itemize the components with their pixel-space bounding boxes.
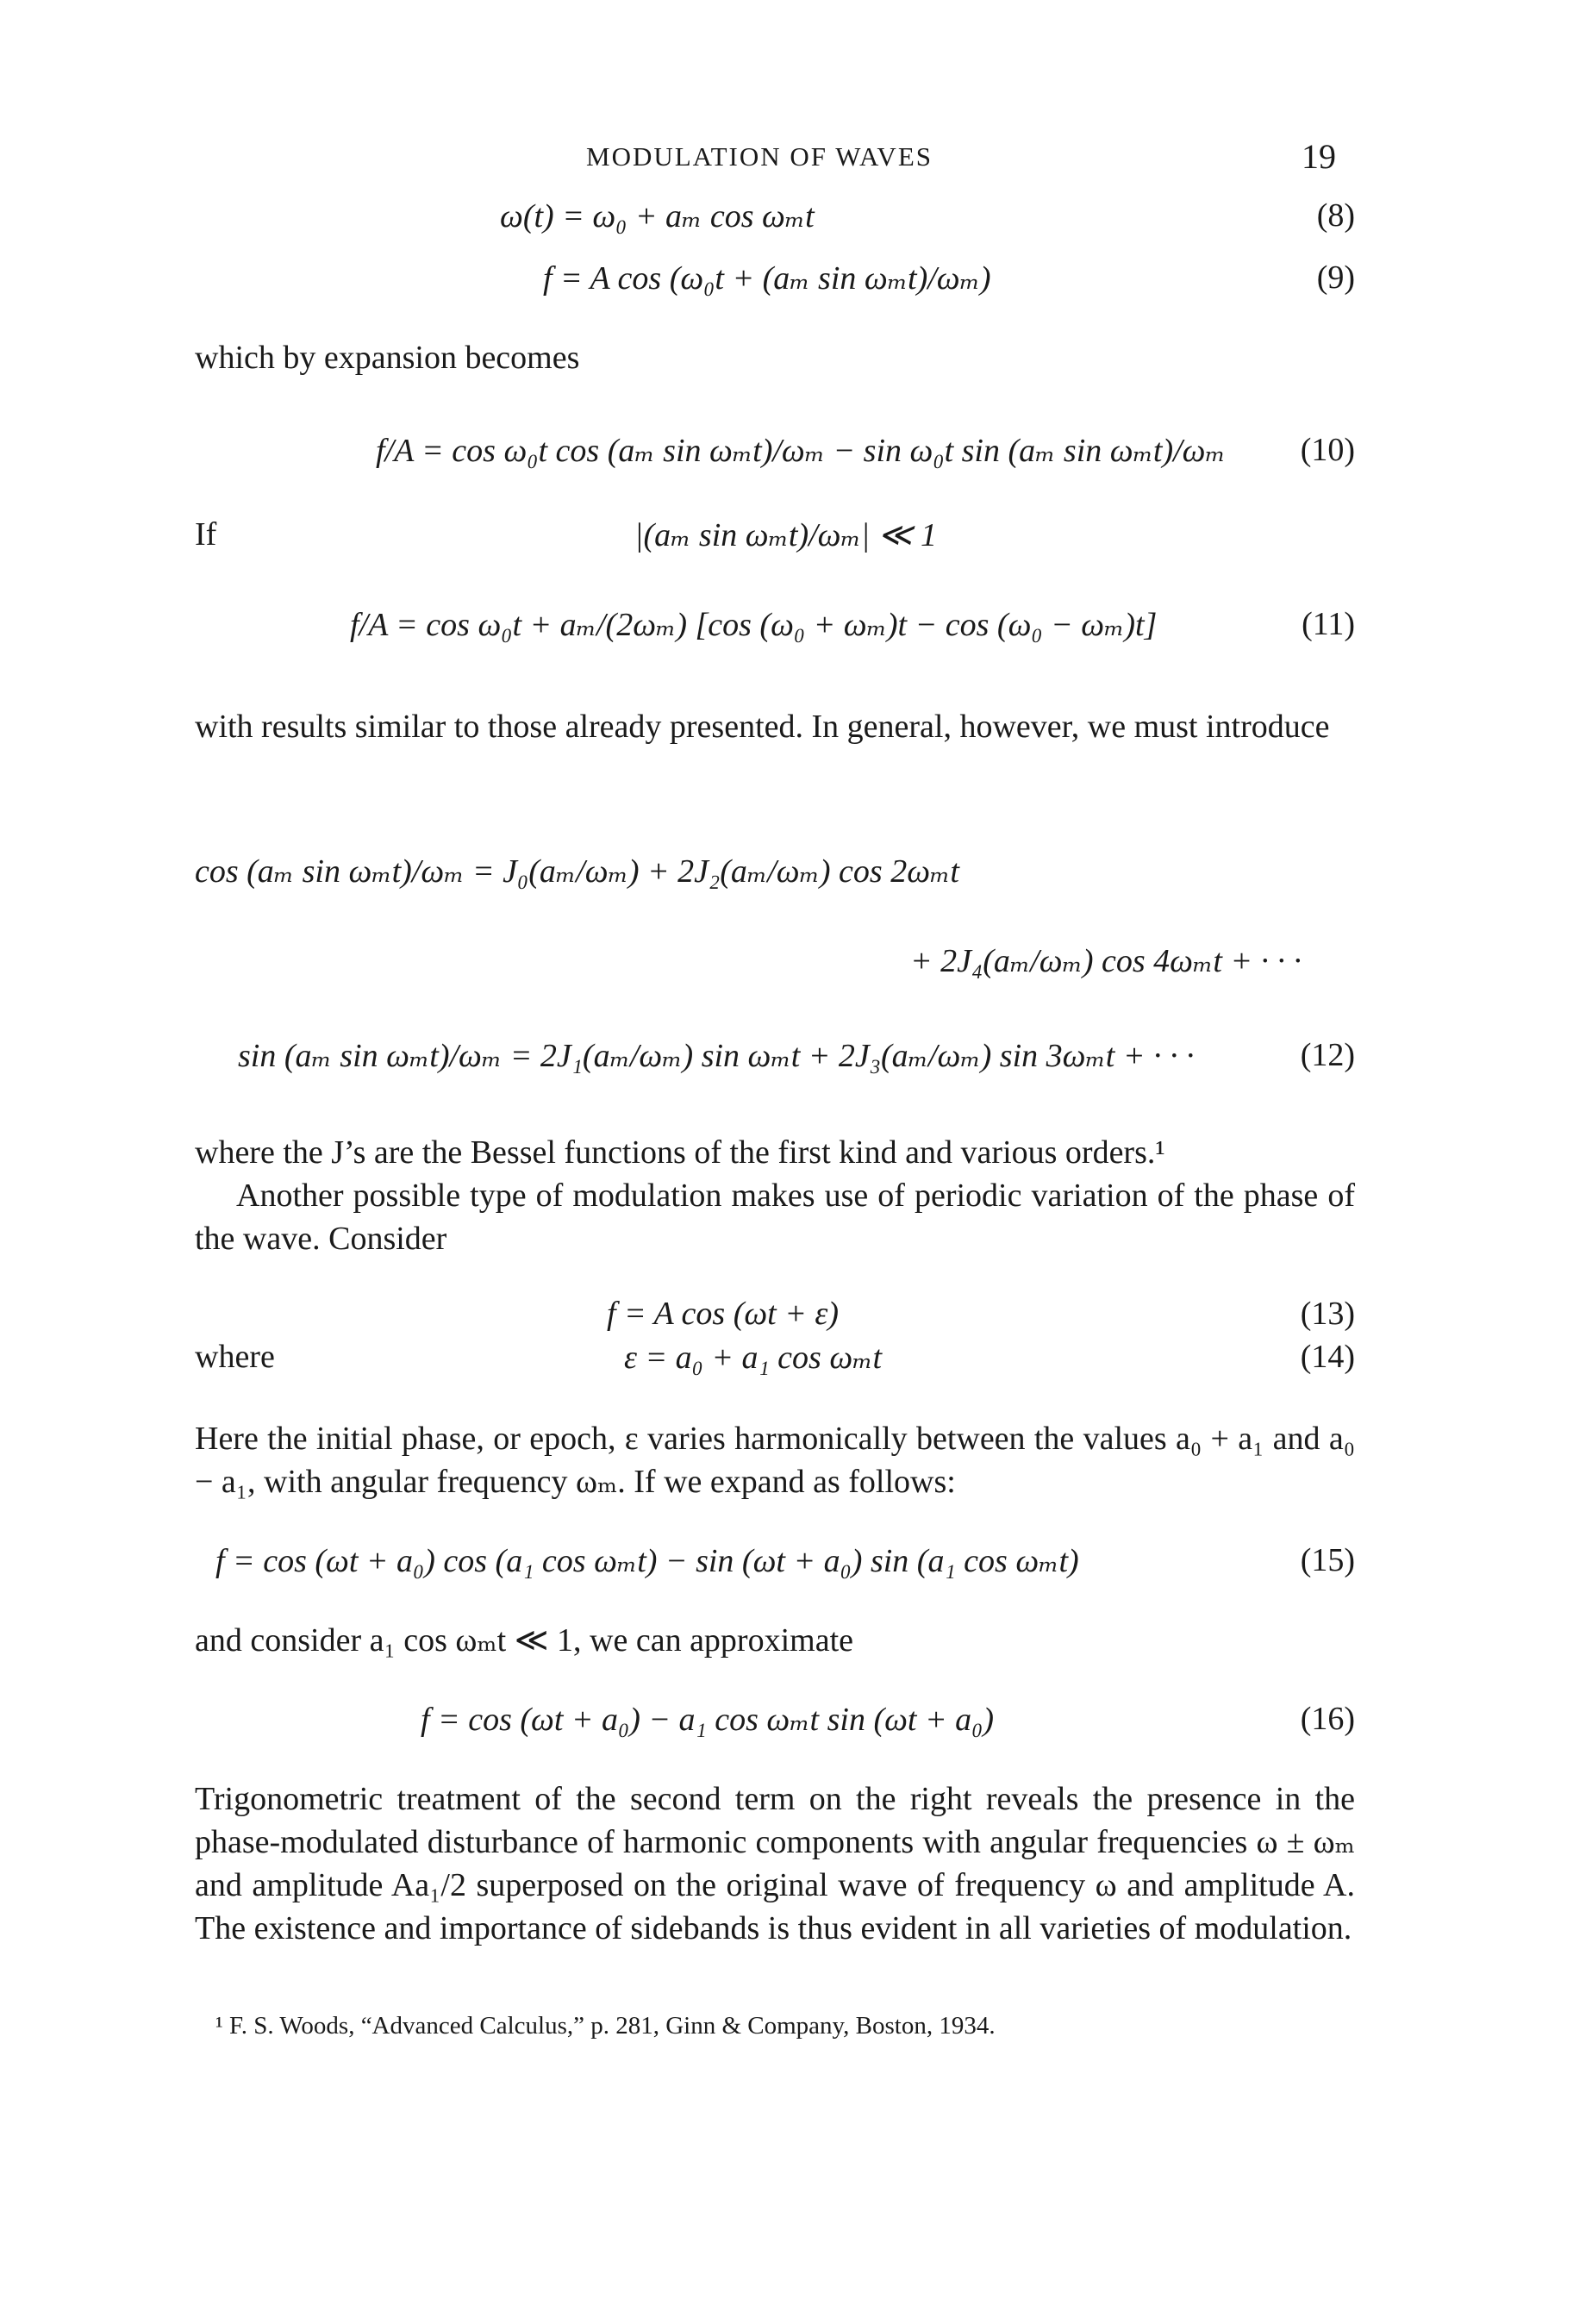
- equation-number: (12): [1300, 1037, 1355, 1073]
- equation-number: (10): [1300, 432, 1355, 468]
- equation-body: sin (aₘ sin ωₘt)/ωₘ = 2J₁(aₘ/ωₘ) sin ωₘt + 2J₃(aₘ/ωₘ) sin 3ωₘt + · · ·: [238, 1038, 1195, 1074]
- paragraph: and consider a₁ cos ωₘt ≪ 1, we can approximate: [195, 1622, 853, 1659]
- equation-number: (11): [1302, 606, 1355, 642]
- paragraph: Trigonometric treatment of the second term on the right reveals the presence in the phase-modulated disturbance of harmonic components with angular frequencies ω ± ωₘ and amplitude Aa₁/2 superposed on the original wave of frequency ω and amplitude A. The existence and importance of sidebands is thus evident in all varieties of modulation.: [195, 1781, 1355, 1946]
- footnote: ¹ F. S. Woods, “Advanced Calculus,” p. 281, Ginn & Company, Boston, 1934.: [215, 2012, 996, 2040]
- equation-15: [195, 1541, 1355, 1593]
- paragraph: where the J’s are the Bessel functions of the first kind and various orders.¹: [195, 1134, 1165, 1171]
- equation-body: f = A cos (ωt + ε): [607, 1296, 840, 1332]
- equation-label: where: [195, 1339, 275, 1375]
- condition-label: If: [195, 516, 217, 553]
- equation-body: + 2J₄(aₘ/ωₘ) cos 4ωₘt + · · ·: [910, 943, 1302, 979]
- equation-8: [195, 197, 1355, 248]
- equation-body: ε = a₀ + a₁ cos ωₘt: [624, 1340, 883, 1376]
- paragraph: with results similar to those already presented. In general, however, we must introduce: [195, 709, 1330, 745]
- equation-9: [195, 259, 1355, 310]
- paragraph: which by expansion becomes: [195, 340, 580, 376]
- equation-11: [195, 605, 1355, 657]
- equation-12-line-2: [195, 941, 1355, 993]
- equation-body: f/A = cos ω₀t + aₘ/(2ωₘ) [cos (ω₀ + ωₘ)t − cos (ω₀ − ωₘ)t]: [350, 607, 1158, 643]
- equation-number: (16): [1300, 1701, 1355, 1737]
- paragraph: Another possible type of modulation makes use of periodic variation of the phase of the wave. Consider: [195, 1178, 1355, 1257]
- equation-body: f = cos (ωt + a₀) − a₁ cos ωₘt sin (ωt + a₀): [421, 1702, 994, 1738]
- equation-10: [195, 431, 1355, 483]
- equation-12-line-1: [195, 852, 1355, 903]
- condition-line: [195, 515, 1355, 567]
- running-header: [0, 136, 1592, 179]
- equation-number: (14): [1300, 1339, 1355, 1375]
- equation-number: (13): [1300, 1296, 1355, 1332]
- equation-body: f = cos (ωt + a₀) cos (a₁ cos ωₘt) − sin (ωt + a₀) sin (a₁ cos ωₘt): [215, 1543, 1079, 1579]
- running-title: MODULATION OF WAVES: [586, 141, 933, 172]
- equation-number: (9): [1316, 259, 1355, 296]
- page-number: 19: [1302, 137, 1336, 176]
- equation-14: [195, 1338, 1355, 1390]
- equation-body: ω(t) = ω₀ + aₘ cos ωₘt: [500, 198, 815, 234]
- equation-body: f = A cos (ω₀t + (aₘ sin ωₘt)/ωₘ): [543, 260, 991, 297]
- condition-body: |(aₘ sin ωₘt)/ωₘ| ≪ 1: [634, 517, 938, 553]
- equation-body: f/A = cos ω₀t cos (aₘ sin ωₘt)/ωₘ − sin ω₀t sin (aₘ sin ωₘt)/ωₘ: [376, 433, 1226, 469]
- equation-12-line-3: [195, 1036, 1355, 1088]
- equation-number: (15): [1300, 1542, 1355, 1578]
- equation-body: cos (aₘ sin ωₘt)/ωₘ = J₀(aₘ/ωₘ) + 2J₂(aₘ/ωₘ) cos 2ωₘt: [195, 853, 959, 890]
- equation-number: (8): [1316, 197, 1355, 234]
- equation-16: [195, 1700, 1355, 1752]
- paragraph: Here the initial phase, or epoch, ε varies harmonically between the values a₀ + a₁ and a₀ − a₁, with angular frequency ωₘ. If we expand as follows:: [195, 1421, 1355, 1500]
